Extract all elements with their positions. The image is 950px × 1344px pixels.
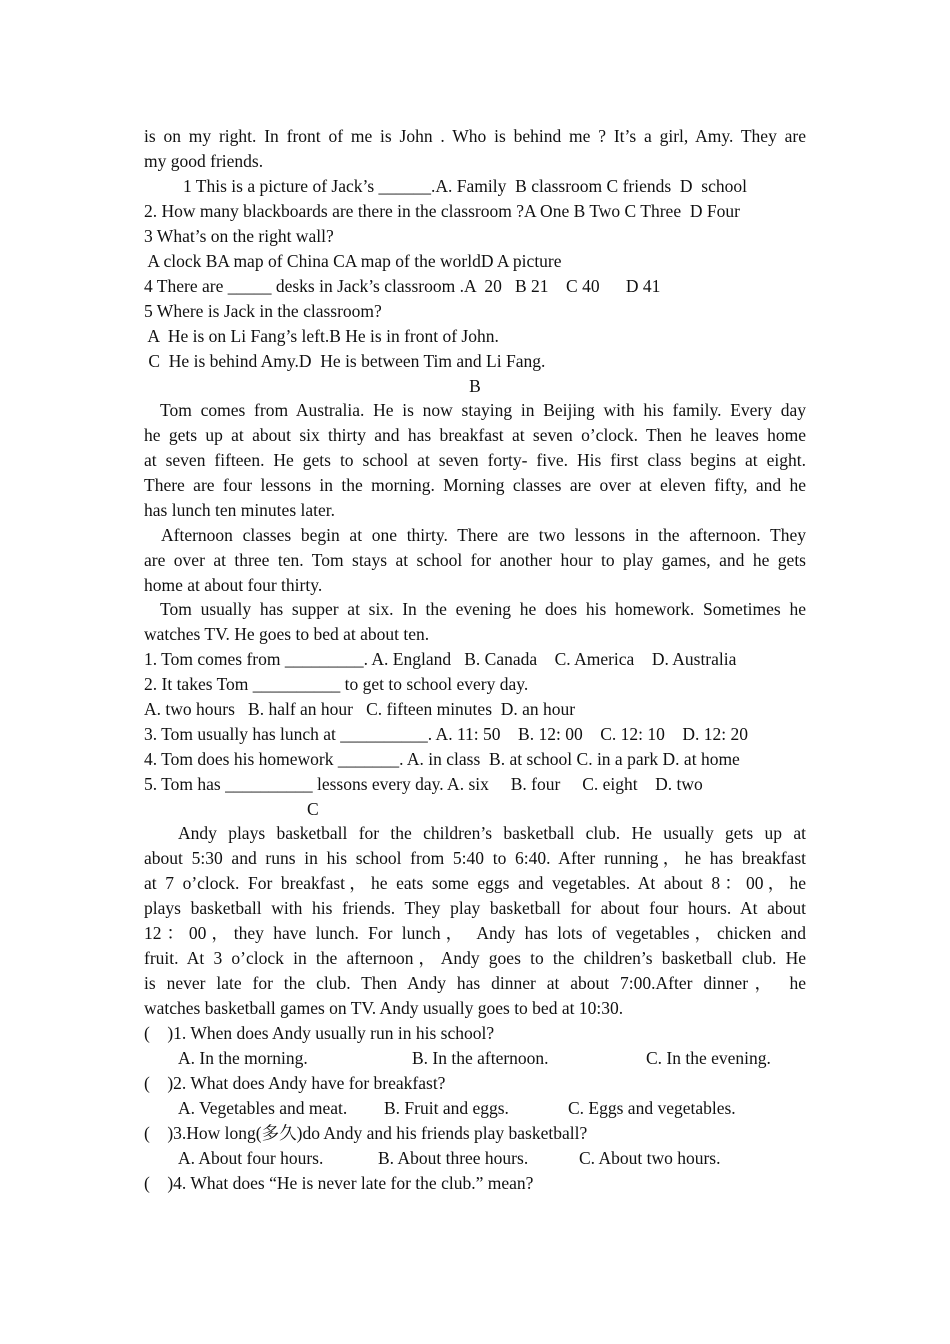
passage-a-line: is on my right. In front of me is John . Who is behind me ? It’s a girl, Amy. They are <box>144 126 806 146</box>
question-c-2-option-c: C. Eggs and vegetables. <box>568 1098 736 1118</box>
passage-c-line: about 5:30 and runs in his school from 5:40 to 6:40. After running，he has breakfast <box>144 848 806 868</box>
passage-b-line: Afternoon classes begin at one thirty. There are two lessons in the afternoon. They <box>161 525 806 545</box>
question-a-4: 4 There are _____ desks in Jack’s classroom .A 20 B 21 C 40 D 41 <box>144 276 661 296</box>
question-a-5: 5 Where is Jack in the classroom? <box>144 301 382 321</box>
section-c-heading: C <box>307 799 319 819</box>
passage-b-line: Tom usually has supper at six. In the evening he does his homework. Sometimes he <box>160 599 806 619</box>
passage-b-line: are over at three ten. Tom stays at school for another hour to play games, and he gets <box>144 550 806 570</box>
question-a-3-options: A clock BA map of China CA map of the worldD A picture <box>144 251 562 271</box>
question-b-4: 4. Tom does his homework _______. A. in class B. at school C. in a park D. at home <box>144 749 740 769</box>
question-c-1-option-b: B. In the afternoon. <box>412 1048 549 1068</box>
question-a-1: 1 This is a picture of Jack’s ______.A. Family B classroom C friends D school <box>183 176 747 196</box>
question-c-1: ( )1. When does Andy usually run in his school? <box>144 1023 495 1043</box>
question-c-2: ( )2. What does Andy have for breakfast? <box>144 1073 446 1093</box>
passage-c-line: watches basketball games on TV. Andy usually goes to bed at 10:30. <box>144 998 624 1018</box>
question-a-3: 3 What’s on the right wall? <box>144 226 334 246</box>
passage-b-line: There are four lessons in the morning. Morning classes are over at eleven fifty, and he <box>144 475 806 495</box>
question-c-1-option-c: C. In the evening. <box>646 1048 771 1068</box>
passage-b-line: at seven fifteen. He gets to school at seven forty- five. His first class begins at eight. <box>144 450 806 470</box>
passage-b-line: he gets up at about six thirty and has breakfast at seven o’clock. Then he leaves home <box>144 425 806 445</box>
passage-c-line: is never late for the club. Then Andy has dinner at about 7:00.After dinner， he <box>144 973 806 993</box>
passage-b-line: home at about four thirty. <box>144 575 323 595</box>
passage-a-line: my good friends. <box>144 151 264 171</box>
question-c-1-option-a: A. In the morning. <box>178 1048 308 1068</box>
question-c-3-option-c: C. About two hours. <box>579 1148 721 1168</box>
passage-b-line: has lunch ten minutes later. <box>144 500 335 520</box>
question-a-2: 2. How many blackboards are there in the classroom ?A One B Two C Three D Four <box>144 201 740 221</box>
question-b-3: 3. Tom usually has lunch at __________. A. 11: 50 B. 12: 00 C. 12: 10 D. 12: 20 <box>144 724 748 744</box>
question-c-3: ( )3.How long(多久)do Andy and his friends play basketball? <box>144 1123 588 1143</box>
question-a-5-options: A He is on Li Fang’s left.B He is in front of John. <box>144 326 499 346</box>
question-c-3-option-a: A. About four hours. <box>178 1148 324 1168</box>
question-b-5: 5. Tom has __________ lessons every day. A. six B. four C. eight D. two <box>144 774 703 794</box>
question-b-2: 2. It takes Tom __________ to get to school every day. <box>144 674 529 694</box>
question-c-2-option-a: A. Vegetables and meat. <box>178 1098 348 1118</box>
passage-c-line: plays basketball with his friends. They play basketball for about four hours. At about <box>144 898 806 918</box>
question-a-5-options: C He is behind Amy.D He is between Tim and Li Fang. <box>144 351 546 371</box>
question-b-2-options: A. two hours B. half an hour C. fifteen minutes D. an hour <box>144 699 576 719</box>
passage-c-line: fruit. At 3 o’clock in the afternoon，Andy goes to the children’s basketball club. He <box>144 948 806 968</box>
question-c-3-option-b: B. About three hours. <box>378 1148 529 1168</box>
passage-c-line: 12：00，they have lunch. For lunch， Andy has lots of vegetables，chicken and <box>144 923 806 943</box>
section-b-heading: B <box>469 376 481 396</box>
passage-b-line: watches TV. He goes to bed at about ten. <box>144 624 430 644</box>
passage-c-line: at 7 o’clock. For breakfast，he eats some eggs and vegetables. At about 8：00，he <box>144 873 806 893</box>
question-c-4: ( )4. What does “He is never late for the club.” mean? <box>144 1173 534 1193</box>
question-b-1: 1. Tom comes from _________. A. England B. Canada C. America D. Australia <box>144 649 737 669</box>
question-c-2-option-b: B. Fruit and eggs. <box>384 1098 509 1118</box>
passage-b-line: Tom comes from Australia. He is now staying in Beijing with his family. Every day <box>160 400 806 420</box>
passage-c-line: Andy plays basketball for the children’s basketball club. He usually gets up at <box>178 823 806 843</box>
